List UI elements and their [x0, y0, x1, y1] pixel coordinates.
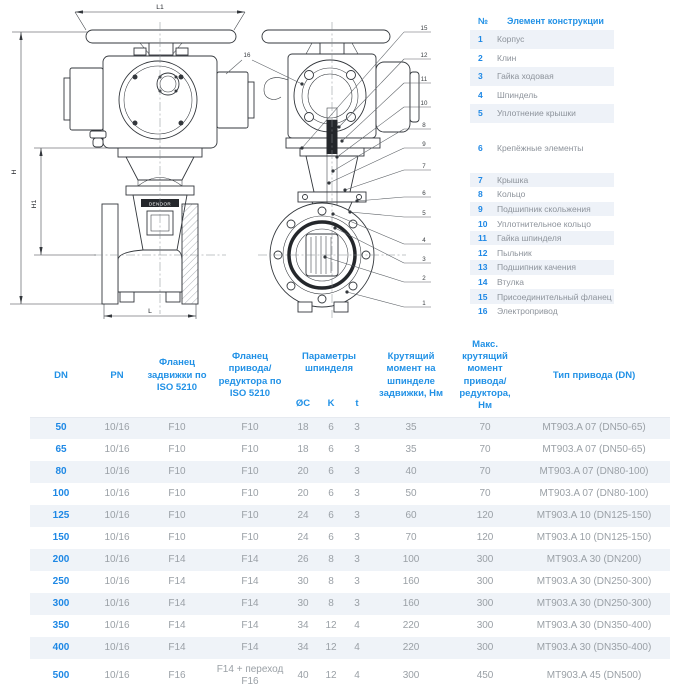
legend-item-number: 6	[478, 142, 483, 153]
dimension-l	[104, 304, 196, 319]
table-cell: F14	[241, 619, 259, 631]
table-cell: F14	[241, 597, 259, 609]
spec-table-section	[0, 335, 700, 693]
table-cell: 20	[297, 487, 309, 499]
legend-item	[470, 275, 614, 290]
legend-col-name: Элемент конструкции	[507, 16, 604, 26]
table-cell: 10/16	[104, 487, 130, 499]
legend-item-number: 9	[478, 203, 483, 214]
legend-item-name: Электропривод	[497, 306, 558, 317]
svg-text:7: 7	[422, 163, 426, 170]
table-cell: MT903.A 30 (DN350-400)	[536, 641, 652, 653]
dim-h-label: H	[11, 169, 18, 175]
header-c: ØC	[295, 397, 311, 409]
table-cell: 3	[354, 597, 360, 609]
table-cell: 50	[405, 487, 417, 499]
cell-dn: 300	[52, 597, 70, 609]
svg-text:9: 9	[422, 141, 426, 148]
table-cell: F16	[168, 669, 186, 681]
legend-item	[470, 231, 614, 246]
table-row	[30, 637, 670, 659]
spec-table-body	[30, 417, 670, 693]
table-row	[30, 549, 670, 571]
table-cell: 70	[479, 443, 491, 455]
header-spindle-params: Параметры шпинделя	[302, 350, 356, 374]
svg-text:2: 2	[422, 275, 426, 282]
table-cell: 6	[318, 417, 344, 439]
legend-item	[470, 67, 614, 86]
table-cell: 10/16	[104, 575, 130, 587]
table-cell: F10	[212, 417, 288, 439]
table-cell: MT903.A 07 (DN50-65)	[542, 443, 646, 455]
legend-col-no: №	[478, 16, 489, 26]
table-cell: F10	[168, 487, 186, 499]
legend-item	[470, 260, 614, 275]
table-row	[30, 505, 670, 527]
table-cell: 70	[479, 487, 491, 499]
brand-label: DENDOR	[148, 201, 172, 207]
cell-dn: 150	[52, 531, 70, 543]
table-cell: 60	[405, 509, 417, 521]
header-pn: PN	[110, 369, 124, 381]
table-cell: MT903.A 07 (DN80-100)	[539, 465, 649, 477]
table-cell: F10	[142, 417, 212, 439]
table-cell: 10/16	[104, 669, 130, 681]
table-cell: F14	[241, 553, 259, 565]
table-cell: 160	[402, 597, 420, 609]
legend-item-name: Подшипник качения	[497, 262, 576, 273]
valve-front-view	[64, 30, 254, 304]
svg-text:11: 11	[420, 76, 428, 83]
legend-item-name: Клин	[497, 52, 517, 63]
table-cell: F10	[241, 465, 259, 477]
svg-text:5: 5	[422, 210, 426, 217]
table-cell: 220	[402, 641, 420, 653]
table-cell: MT903.A 45 (DN500)	[546, 669, 642, 681]
cable-gland	[90, 131, 106, 138]
cell-dn: 350	[52, 619, 70, 631]
table-row	[30, 483, 670, 505]
cell-dn: 100	[52, 487, 70, 499]
table-cell: 6	[328, 465, 334, 477]
table-cell: 3	[354, 465, 360, 477]
table-cell: 4	[354, 669, 360, 681]
table-cell: 30	[297, 597, 309, 609]
legend-item-number: 5	[478, 108, 483, 119]
table-cell: 35	[370, 417, 452, 439]
table-cell: F14	[168, 553, 186, 565]
actuator-face	[119, 61, 197, 139]
table-cell: 160	[402, 575, 420, 587]
table-row	[30, 527, 670, 549]
table-cell: F10	[241, 509, 259, 521]
legend-item-name: Гайка ходовая	[497, 71, 554, 82]
legend-item	[470, 49, 614, 68]
legend-item-number: 2	[478, 52, 483, 63]
header-dn: DN	[54, 369, 68, 381]
cell-dn: 50	[30, 417, 92, 439]
table-cell: 70	[405, 531, 417, 543]
legend-item-number: 11	[478, 233, 487, 244]
legend-item-number: 8	[478, 189, 483, 200]
table-cell: MT903.A 30 (DN200)	[546, 553, 642, 565]
flange-left	[102, 204, 118, 304]
legend-item	[470, 123, 614, 173]
legend-item-number: 7	[478, 174, 483, 185]
legend-item-name: Кольцо	[497, 189, 526, 200]
table-cell: 6	[328, 509, 334, 521]
dim-l1-label: L1	[156, 4, 164, 11]
table-cell: MT903.A 07 (DN80-100)	[539, 487, 649, 499]
svg-text:15: 15	[420, 25, 428, 32]
valve-body	[118, 250, 182, 292]
table-cell: 34	[297, 619, 309, 631]
table-cell: 12	[325, 641, 337, 653]
callout-16-label: 16	[243, 52, 251, 59]
table-row	[30, 571, 670, 593]
legend-item-name: Втулка	[497, 276, 525, 287]
svg-text:6: 6	[422, 190, 426, 197]
header-torque-max: Макс. крутящий момент привода/редуктора, Нм	[459, 338, 511, 412]
legend-item-number: 13	[478, 262, 488, 273]
table-cell: 4	[354, 641, 360, 653]
table-cell: 300	[476, 597, 494, 609]
legend-item-name: Присоединительный фланец	[497, 291, 612, 302]
flange-right	[182, 204, 198, 304]
spec-table-header	[30, 335, 670, 417]
svg-text:10: 10	[420, 100, 428, 107]
legend-item-name: Крышка	[497, 174, 529, 185]
table-cell: 18	[288, 417, 318, 439]
svg-text:8: 8	[422, 122, 426, 129]
legend-item	[470, 202, 614, 217]
valve-side-view	[262, 30, 419, 312]
legend-item-number: 1	[478, 34, 483, 45]
table-cell: 100	[402, 553, 420, 565]
legend-item	[470, 304, 614, 319]
table-cell: MT903.A 10 (DN125-150)	[536, 509, 652, 521]
legend-item	[470, 289, 614, 304]
table-cell: F10	[168, 465, 186, 477]
table-cell: 10/16	[104, 465, 130, 477]
legend-item-number: 10	[478, 218, 488, 229]
table-cell: F14	[168, 641, 186, 653]
cell-dn: 500	[52, 669, 70, 681]
table-cell: 10/16	[104, 619, 130, 631]
legend-item	[470, 86, 614, 105]
svg-text:12: 12	[420, 52, 428, 59]
legend-item	[470, 173, 614, 188]
table-cell: 4	[354, 619, 360, 631]
table-cell: F10	[168, 509, 186, 521]
table-cell: 6	[328, 487, 334, 499]
table-row	[30, 439, 670, 461]
table-cell: 450	[476, 669, 494, 681]
header-drive-type: Тип привода (DN)	[552, 369, 636, 381]
table-cell: 3	[354, 443, 360, 455]
spec-table	[30, 335, 670, 693]
table-cell: F14	[168, 575, 186, 587]
table-cell: 8	[328, 575, 334, 587]
table-cell: F10	[168, 443, 186, 455]
table-cell: 3	[354, 575, 360, 587]
table-cell: 300	[476, 619, 494, 631]
table-cell: 10/16	[104, 597, 130, 609]
legend-item-name: Крепёжные элементы	[497, 142, 584, 153]
lever-hook	[264, 78, 288, 100]
table-cell: 40	[297, 669, 309, 681]
legend-item-number: 4	[478, 89, 483, 100]
table-cell: 18	[297, 443, 309, 455]
table-cell: F14	[241, 575, 259, 587]
cell-dn: 65	[55, 443, 67, 455]
technical-drawing	[0, 0, 470, 334]
table-cell: 40	[405, 465, 417, 477]
table-cell: 3	[354, 553, 360, 565]
legend-item-name: Подшипник скольжения	[497, 203, 591, 214]
table-cell: 3	[354, 487, 360, 499]
header-k: K	[327, 397, 335, 409]
header-flange-valve: Фланец задвижки по ISO 5210	[147, 357, 207, 393]
header-t: t	[355, 397, 359, 409]
legend-item-number: 12	[478, 247, 488, 258]
cell-dn: 80	[55, 465, 67, 477]
table-cell: 300	[476, 641, 494, 653]
table-cell: 70	[479, 465, 491, 477]
dim-l-label: L	[148, 308, 152, 315]
table-cell: 120	[476, 531, 494, 543]
motor-housing	[376, 62, 410, 132]
table-row	[30, 417, 670, 439]
handwheel-side	[262, 30, 390, 43]
legend-item-name: Уплотнение крышки	[497, 108, 576, 119]
table-cell: 10/16	[104, 531, 130, 543]
table-cell: 20	[297, 465, 309, 477]
legend-item-name: Гайка шпинделя	[497, 233, 562, 244]
table-cell: F10	[241, 487, 259, 499]
table-cell: 26	[297, 553, 309, 565]
table-cell: 3	[354, 509, 360, 521]
dim-h1-label: H1	[31, 199, 38, 209]
table-cell: 24	[297, 509, 309, 521]
table-cell: 12	[325, 619, 337, 631]
legend-item	[470, 216, 614, 231]
svg-text:3: 3	[422, 256, 426, 263]
legend-item	[470, 30, 614, 49]
table-cell: F14	[241, 641, 259, 653]
table-cell: MT903.A 30 (DN350-400)	[536, 619, 652, 631]
cell-dn: 125	[52, 509, 70, 521]
svg-text:1: 1	[422, 300, 426, 307]
table-cell: F10	[168, 531, 186, 543]
table-cell: 10/16	[104, 641, 130, 653]
svg-text:4: 4	[422, 237, 426, 244]
table-cell: 35	[405, 443, 417, 455]
table-row	[30, 615, 670, 637]
table-cell: 70	[452, 417, 518, 439]
table-cell: F14 + переход F16	[216, 663, 284, 687]
legend-item-name: Шпиндель	[497, 89, 538, 100]
table-cell: MT903.A 07 (DN50-65)	[518, 417, 670, 439]
table-cell: 300	[476, 575, 494, 587]
legend-item	[470, 187, 614, 202]
table-cell: 8	[328, 553, 334, 565]
legend-item-name: Корпус	[497, 34, 525, 45]
legend-header	[470, 12, 614, 30]
table-cell: 10/16	[104, 509, 130, 521]
table-cell: MT903.A 10 (DN125-150)	[536, 531, 652, 543]
legend-item-number: 3	[478, 71, 483, 82]
table-row	[30, 593, 670, 615]
legend-item-name: Уплотнительное кольцо	[497, 218, 591, 229]
table-cell: 220	[402, 619, 420, 631]
table-cell: 300	[476, 553, 494, 565]
header-torque-spindle: Крутящий момент на шпинделе задвижки, Нм	[378, 351, 444, 400]
table-cell: F14	[168, 597, 186, 609]
table-cell: F10	[241, 531, 259, 543]
table-row	[30, 659, 670, 693]
table-cell: MT903.A 30 (DN250-300)	[536, 597, 652, 609]
table-cell: MT903.A 30 (DN250-300)	[536, 575, 652, 587]
legend-item-name: Пыльник	[497, 247, 532, 258]
table-cell: 30	[297, 575, 309, 587]
cell-dn: 400	[52, 641, 70, 653]
table-cell: 24	[297, 531, 309, 543]
legend-item	[470, 104, 614, 123]
header-flange-drive: Фланец привода/редуктора по ISO 5210	[218, 351, 282, 400]
table-cell: F10	[241, 443, 259, 455]
handwheel	[86, 30, 236, 43]
table-cell: 34	[297, 641, 309, 653]
legend-item	[470, 245, 614, 260]
table-cell: 300	[402, 669, 420, 681]
legend-item-number: 16	[478, 306, 488, 317]
construction-legend	[470, 12, 614, 318]
legend-item-number: 14	[478, 276, 488, 287]
table-cell: 10/16	[104, 443, 130, 455]
table-cell: 120	[476, 509, 494, 521]
table-cell: 3	[354, 531, 360, 543]
table-cell: 12	[325, 669, 337, 681]
cell-dn: 250	[52, 575, 70, 587]
table-cell: 10/16	[104, 553, 130, 565]
table-cell: 8	[328, 597, 334, 609]
table-cell: F14	[168, 619, 186, 631]
table-cell: 6	[328, 531, 334, 543]
table-cell: 10/16	[92, 417, 142, 439]
legend-item-number: 15	[478, 291, 488, 302]
table-cell: 3	[344, 417, 370, 439]
cell-dn: 200	[52, 553, 70, 565]
legend-body	[470, 30, 614, 318]
table-cell: 6	[328, 443, 334, 455]
table-row	[30, 461, 670, 483]
